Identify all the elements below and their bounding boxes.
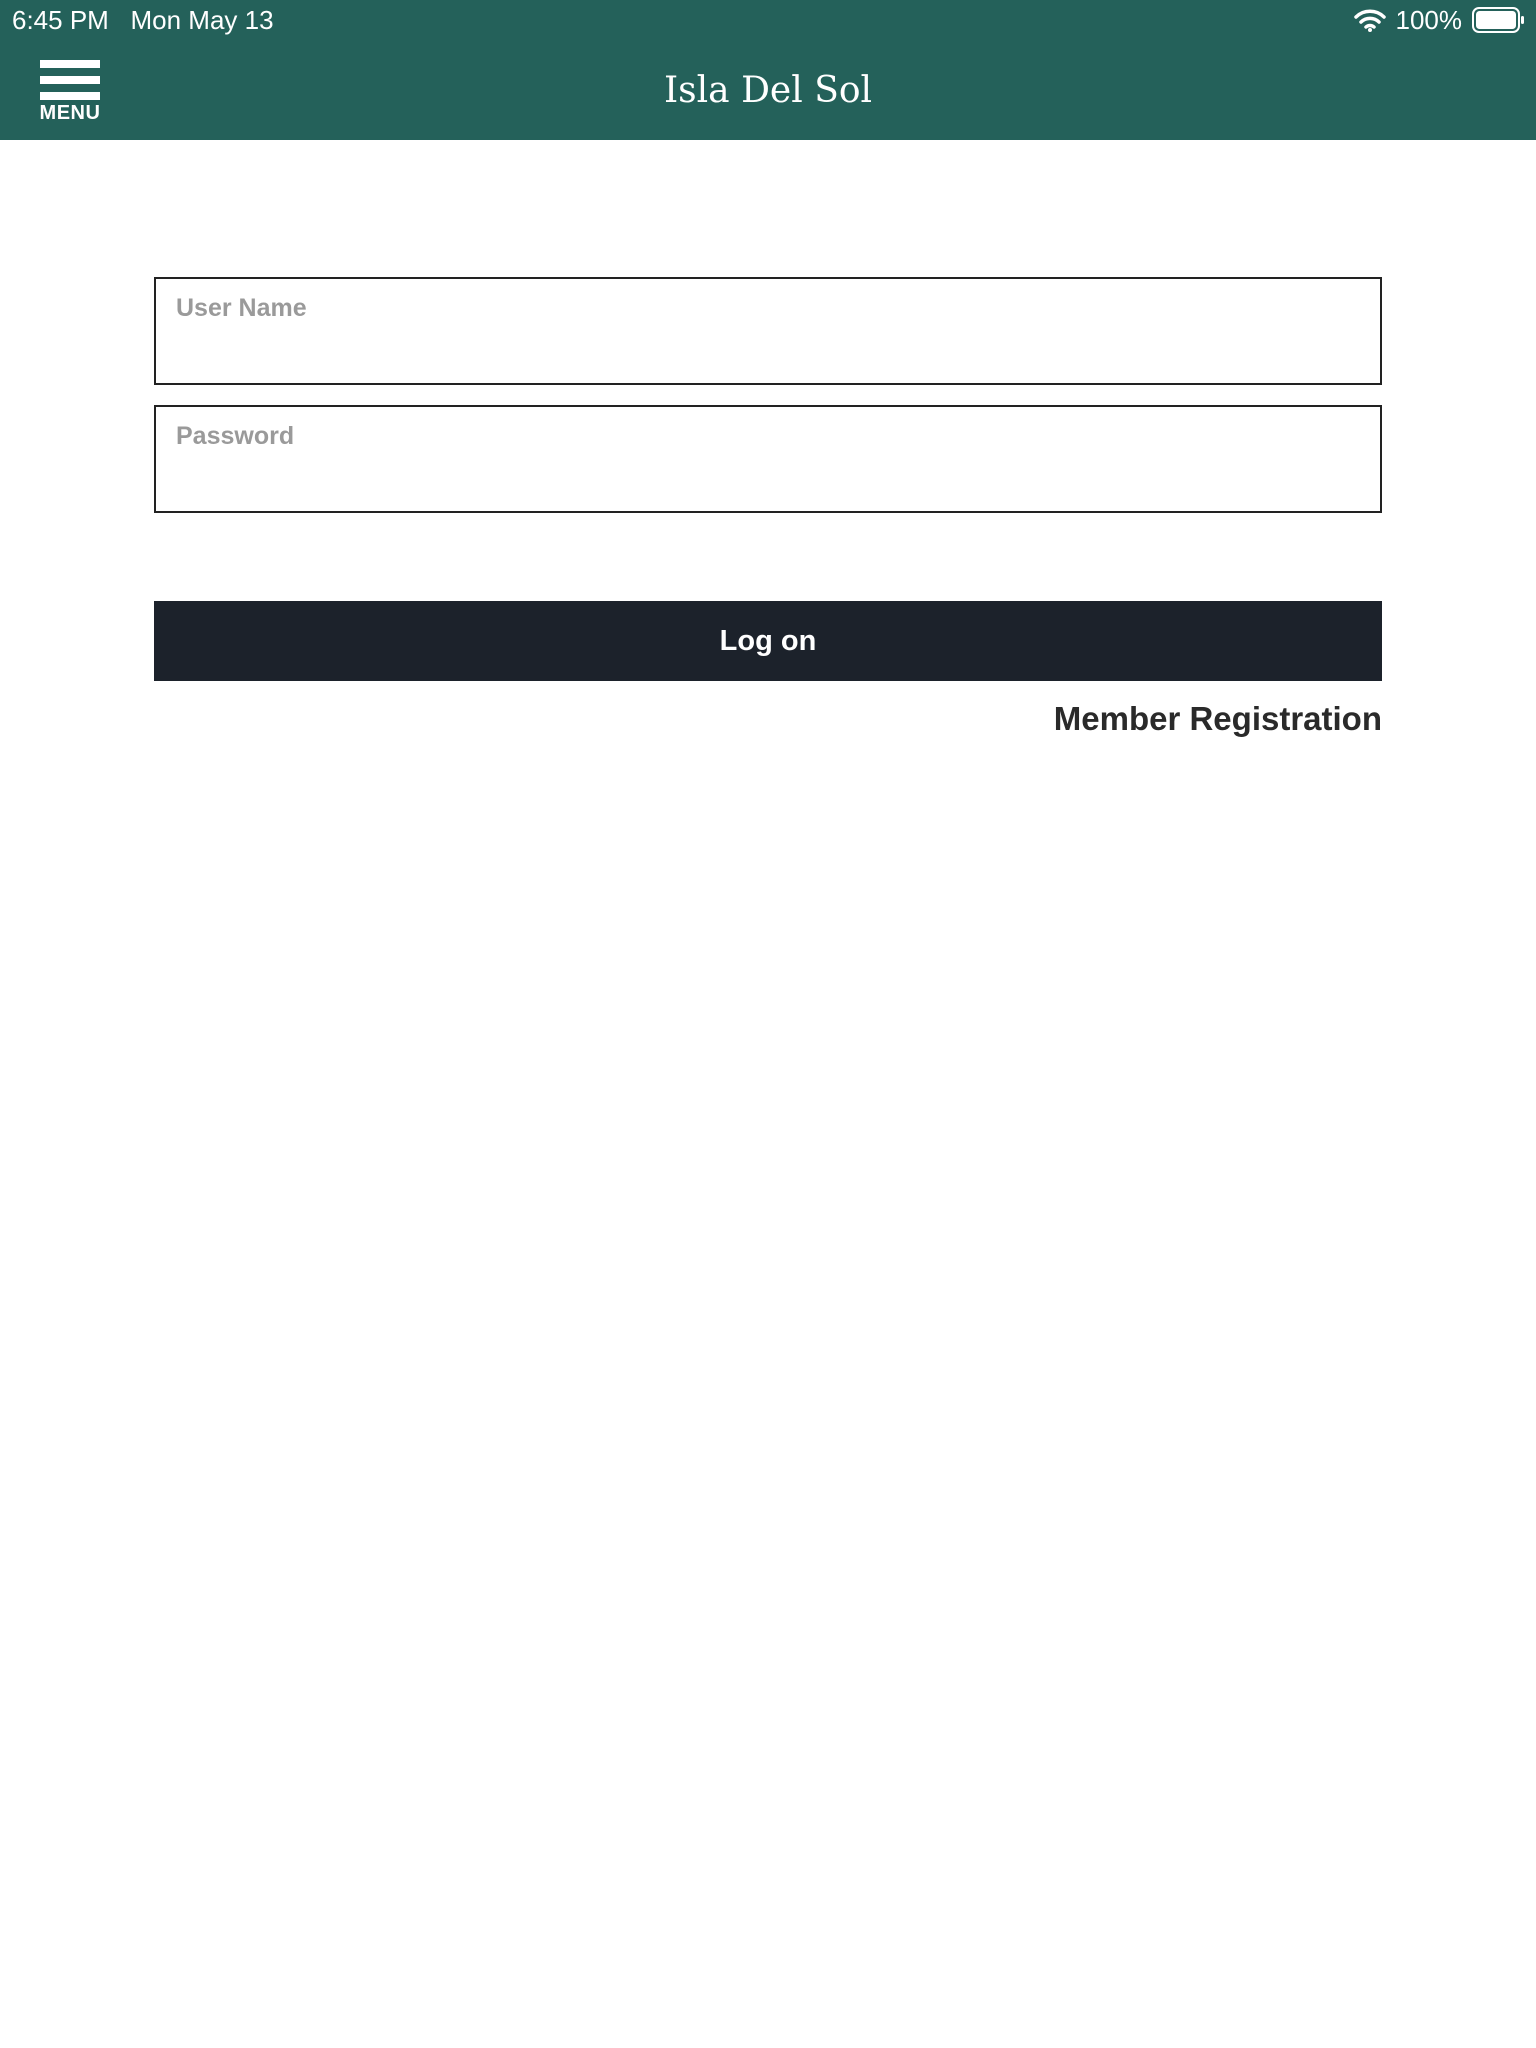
top-bar — [0, 0, 1536, 140]
status-date: Mon May 13 — [130, 5, 274, 35]
status-bar-time-date — [12, 4, 274, 36]
password-field — [154, 405, 1382, 513]
member-registration-link[interactable]: Member Registration — [1053, 700, 1382, 737]
app-title: Isla Del Sol — [663, 70, 873, 111]
username-field — [154, 277, 1382, 385]
username-input[interactable] — [156, 279, 1380, 383]
menu-label: MENU — [39, 102, 101, 124]
logon-button[interactable]: Log on — [154, 601, 1382, 681]
status-bar-indicators — [1354, 4, 1527, 36]
password-input[interactable] — [156, 407, 1380, 511]
battery-icon — [1472, 7, 1526, 33]
status-time: 6:45 PM — [12, 5, 109, 35]
battery-percentage: 100% — [1395, 4, 1462, 35]
wifi-icon — [1354, 8, 1386, 32]
